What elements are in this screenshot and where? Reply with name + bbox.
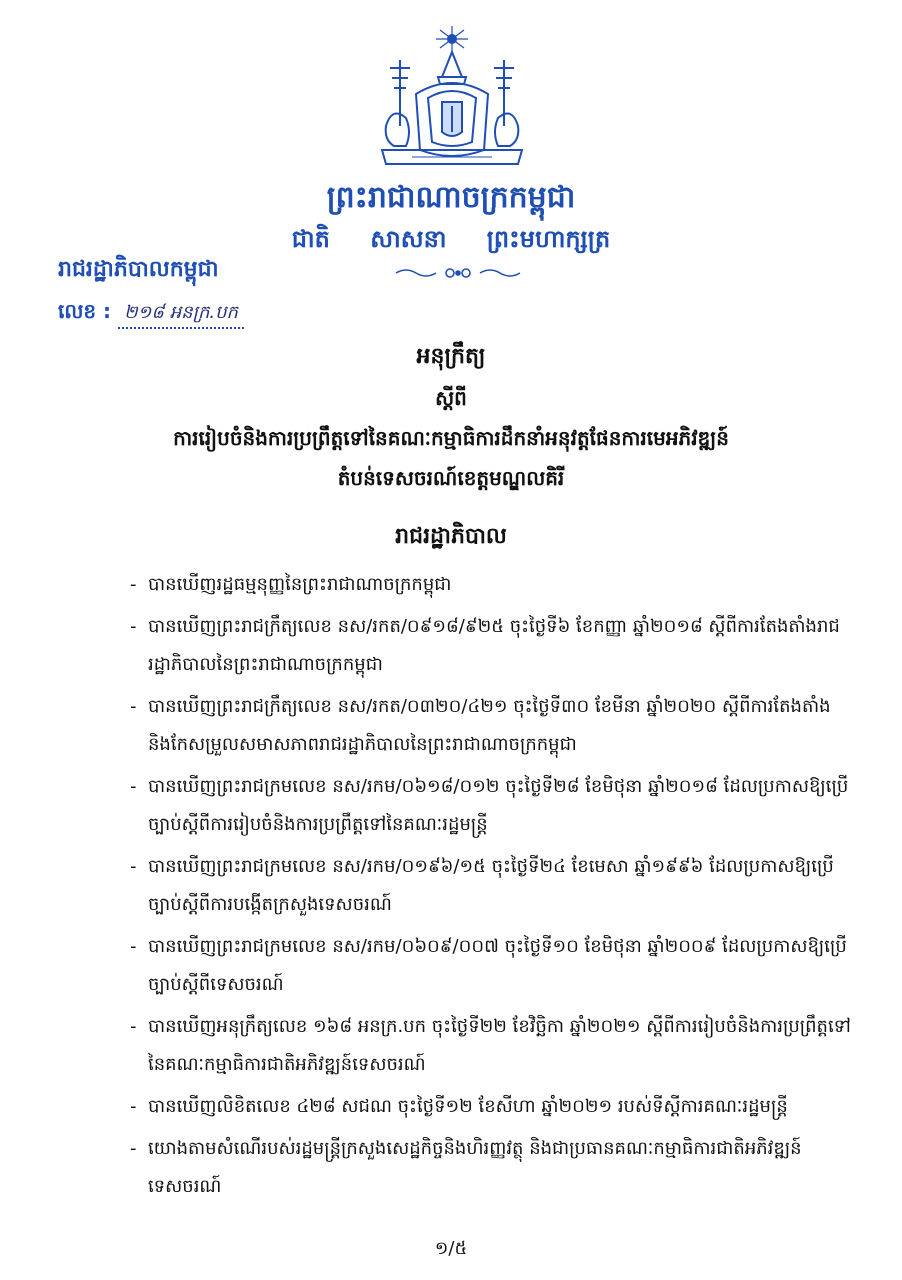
issuing-authority: រាជរដ្ឋាភិបាល bbox=[395, 524, 507, 549]
government-name: រាជរដ្ឋាភិបាលកម្ពុជា bbox=[58, 257, 219, 282]
kingdom-title: ព្រះរាជាណាចក្រកម្ពុជា bbox=[326, 180, 576, 215]
subject-line-2: តំបន់ទេសចរណ៍ខេត្តមណ្ឌលគិរី bbox=[337, 466, 565, 490]
reference-number bbox=[58, 298, 244, 329]
list-item: - យោងតាមសំណើរបស់រដ្ឋមន្ត្រីក្រសួងសេដ្ឋកិច្ចនិងហិរញ្ញវត្ថុ និងជាប្រធានគណៈកម្មាធិការជាតិអភិវឌ្ឍន៍ទេសចរណ៍ bbox=[130, 1130, 865, 1206]
list-item: - បានឃើញអនុក្រឹត្យលេខ ១៦៨ អនក្រ.បក ចុះថ្ងៃទី២២ ខែវិច្ឆិកា ឆ្នាំ២០២១ ស្តីពីការរៀបចំនិងការប្រព្រឹត្តទៅនៃគណៈកម្មាធិការជាតិអភិវឌ្ឍន៍ទេសចរណ៍ bbox=[130, 1008, 865, 1084]
list-item: - បានឃើញរដ្ឋធម្មនុញ្ញនៃព្រះរាជាណាចក្រកម្ពុជា bbox=[130, 566, 865, 604]
list-item: - បានឃើញព្រះរាជក្រមលេខ នស/រកម/០៦០៩/០០៧ ចុះថ្ងៃទី១០ ខែមិថុនា ឆ្នាំ២០០៩ ដែលប្រកាសឱ្យប្រើច្បាប់ស្តីពីទេសចរណ៍ bbox=[130, 928, 865, 1004]
motto-nation: ជាតិ bbox=[291, 225, 330, 253]
reference-label: លេខ : bbox=[58, 299, 112, 323]
considerations-list bbox=[130, 566, 865, 1210]
divider-ornament-icon bbox=[392, 265, 524, 281]
list-item: - បានឃើញព្រះរាជក្រឹត្យលេខ នស/រកត/០៣២០/៤២១ ចុះថ្ងៃទី៣០ ខែមីនា ឆ្នាំ២០២០ ស្តីពីការតែងតាំងនិងកែសម្រួលសមាសភាពរាជរដ្ឋាភិបាលនៃព្រះរាជាណាចក្រកម្ពុជា bbox=[130, 688, 865, 764]
page-number: ១/៥ bbox=[434, 1238, 468, 1259]
motto-religion: សាសនា bbox=[370, 225, 447, 253]
motto-king: ព្រះមហាក្សត្រ bbox=[486, 225, 611, 253]
about-label: ស្តីពី bbox=[435, 386, 467, 410]
list-item: - បានឃើញព្រះរាជក្រឹត្យលេខ នស/រកត/០៩១៨/៩២៥ ចុះថ្ងៃទី៦ ខែកញ្ញា ឆ្នាំ២០១៨ ស្តីពីការតែងតាំងរាជរដ្ឋាភិបាលនៃព្រះរាជាណាចក្រកម្ពុជា bbox=[130, 608, 865, 684]
list-item: - បានឃើញព្រះរាជក្រមលេខ នស/រកម/០៦១៨/០១២ ចុះថ្ងៃទី២៨ ខែមិថុនា ឆ្នាំ២០១៨ ដែលប្រកាសឱ្យប្រើច្បាប់ស្តីពីការរៀបចំនិងការប្រព្រឹត្តទៅនៃគណៈរដ្ឋមន្ត្រី bbox=[130, 768, 865, 844]
reference-value: ២១៨ អនក្រ.បក bbox=[118, 300, 244, 329]
document-type: អនុក្រឹត្យ bbox=[416, 344, 486, 369]
subject-line-1: ការរៀបចំនិងការប្រព្រឹត្តទៅនៃគណៈកម្មាធិការដឹកនាំអនុវត្តផែនការមេអភិវឌ្ឍន៍ bbox=[173, 426, 729, 450]
list-item: - បានឃើញលិខិតលេខ ៤២៨ សជណ ចុះថ្ងៃទី១២ ខែសីហា ឆ្នាំ២០២១ របស់ទីស្តីការគណៈរដ្ឋមន្ត្រី bbox=[130, 1088, 865, 1126]
royal-coat-of-arms-icon bbox=[372, 22, 532, 174]
list-item: - បានឃើញព្រះរាជក្រមលេខ នស/រកម/០១៩៦/១៥ ចុះថ្ងៃទី២៤ ខែមេសា ឆ្នាំ១៩៩៦ ដែលប្រកាសឱ្យប្រើច្បាប់ស្តីពីការបង្កើតក្រសួងទេសចរណ៍ bbox=[130, 848, 865, 924]
national-motto bbox=[0, 224, 902, 259]
